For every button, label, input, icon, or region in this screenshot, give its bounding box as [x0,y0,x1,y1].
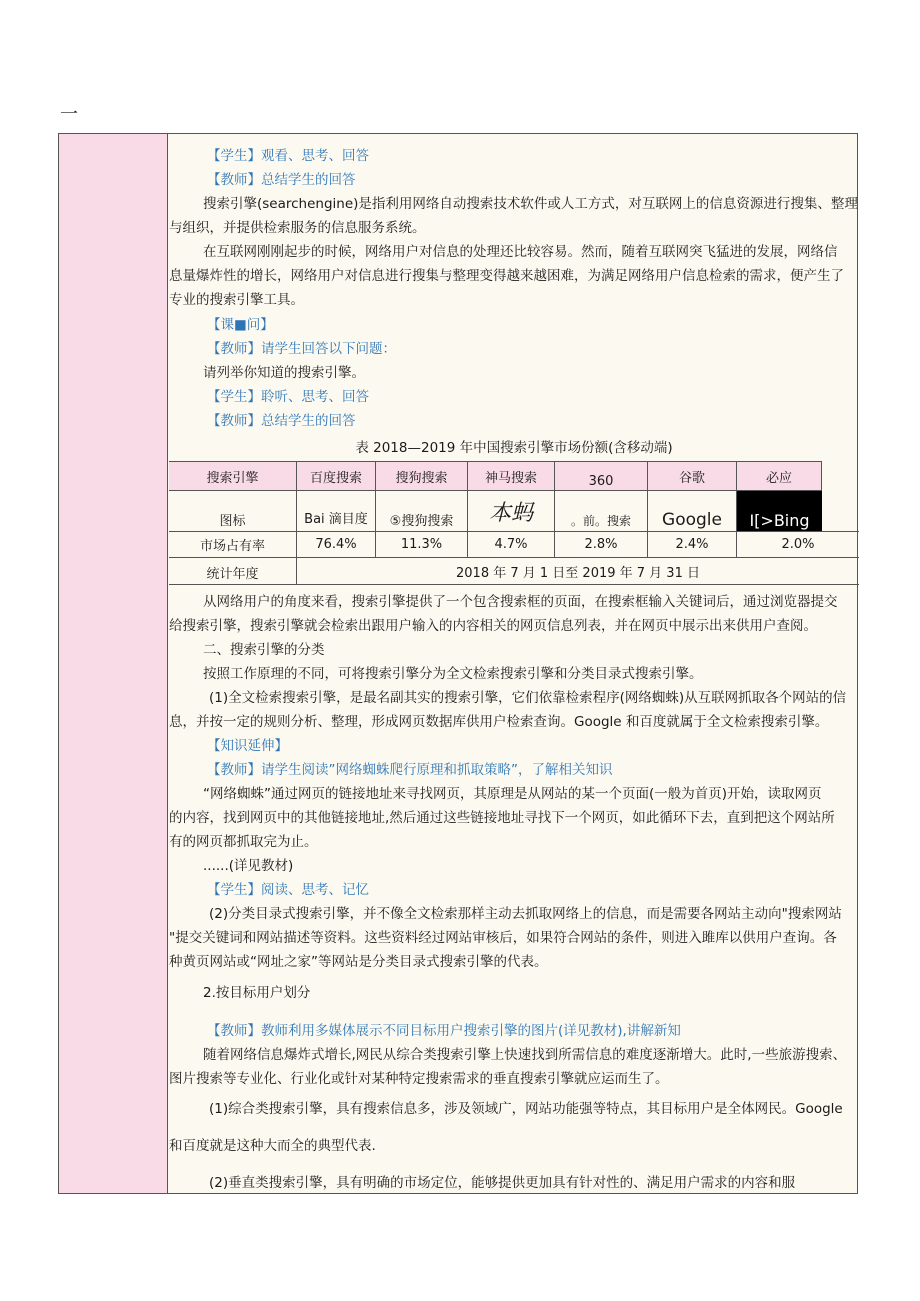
text-line: 息，并按一定的规则分析、整理，形成网页数据库供用户检索查询。Google 和百度就属于全文检索搜索引擎。 [169,714,829,730]
text-line: 【学生】阅读、思考、记忆 [207,882,369,898]
text-line: (2)垂直类搜索引擎，具有明确的市场定位，能够提供更加具有针对性的、满足用户需求的内容和服 [209,1175,796,1191]
table-row-label: 市场占有率 [169,531,296,557]
text-line: ......(详见教材) [203,858,294,874]
google-logo: Google [647,490,736,531]
sogou-logo: ⑤搜狗搜索 [375,490,467,531]
table-row-label: 统计年度 [169,557,296,585]
table-cell: 76.4% [296,531,375,557]
text-line: 专业的搜索引擎工具。 [169,292,304,308]
table-cell: 2.0% [736,531,859,557]
table-header-cell: 谷歌 [647,461,736,490]
left-label-column [59,134,168,1193]
table-caption: 表 2018—2019 年中国搜索引擎市场份额(含移动端) [355,440,673,456]
text-line: 与组织，并提供检索服务的信息服务系统。 [169,220,426,236]
table-cell: 2018 年 7 月 1 日至 2019 年 7 月 31 日 [296,557,859,585]
bing-logo: I[>Bing [736,490,822,531]
text-line: (1)综合类搜索引擎，具有搜索信息多，涉及领域广，网站功能强等特点，其目标用户是全体网民。Google [209,1101,843,1117]
table-header-cell: 搜狗搜索 [375,461,467,490]
market-share-table [169,461,859,585]
table-header-cell: 神马搜索 [467,461,554,490]
baidu-logo: Bai 滴目度 [296,490,375,531]
text-line: 在互联网刚刚起步的时候，网络用户对信息的处理还比较容易。然而，随着互联网突飞猛进的发展，网络信 [203,244,838,260]
text-line: 随着网络信息爆炸式增长,网民从综合类搜索引擎上快速找到所需信息的难度逐渐增大。此时,一些旅游搜索、 [203,1047,847,1063]
table-cell: 2.8% [554,531,647,557]
text-line: 【教师】请学生阅读”网络蜘蛛爬行原理和抓取策略”，了解相关知识 [207,762,613,778]
text-line: "提交关键词和网站描述等资料。这些资料经过网站审核后，如果符合网站的条件，则进入雎库以供用户查询。各 [169,930,837,946]
text-line: 请列举你知道的搜索引擎。 [203,365,365,381]
text-line: 二、搜索引擎的分类 [203,642,325,658]
text-line: (1)全文检索搜索引擎，是最名副其实的搜索引擎，它们依靠检索程序(网络蜘蛛)从互联网抓取各个网站的信 [209,690,847,706]
text-line: 【课■问】 [207,317,274,333]
text-line: 【教师】教师利用多媒体展示不同目标用户搜索引擎的图片(详见教材),讲解新知 [207,1023,681,1039]
table-cell: 4.7% [467,531,554,557]
text-line: “网络蜘蛛”通过网页的链接地址来寻找网页，其原理是从网站的某一个页面(一般为首页)开始，读取网页 [203,786,822,802]
text-line: 【知识延伸】 [207,738,288,754]
text-line: 息量爆炸性的增长，网络用户对信息进行搜集与整理变得越来越困难，为满足网络用户信息检索的需求，便产生了 [169,268,844,284]
page-dash: 一 [60,104,78,125]
table-header-cell: 必应 [736,461,822,490]
table-cell: 2.4% [647,531,736,557]
lesson-table-frame [58,133,858,1194]
table-header-cell: 百度搜索 [296,461,375,490]
table-cell: 11.3% [375,531,467,557]
text-line: 和百度就是这种大而全的典型代表. [169,1138,376,1154]
360-search-logo: 。前。搜索 [554,490,647,531]
text-line: 【学生】聆听、思考、回答 [207,389,369,405]
text-line: (2)分类目录式搜索引擎，并不像全文检索那样主动去抓取网络上的信息，而是需要各网站主动向"搜索网站 [209,906,842,922]
text-line: 给搜索引擎，搜索引擎就会检索出跟用户输入的内容相关的网页信息列表，并在网页中展示出来供用户查阅。 [169,618,817,634]
text-line: 【教师】总结学生的回答 [207,172,356,188]
text-line: 2.按目标用户划分 [203,985,311,1001]
text-line: 种黄页网站或“网址之家”等网站是分类目录式搜索引擎的代表。 [169,954,548,970]
text-line: 【学生】观看、思考、回答 [207,148,369,164]
text-line: 有的网页都抓取完为止。 [169,834,318,850]
table-row-label: 图标 [169,490,296,531]
text-line: 搜索引擎(searchengine)是指利用网络自动搜索技术软件或人工方式，对互联网上的信息资源进行搜集、整理 [203,196,858,212]
table-header-cell: 搜索引擎 [169,461,296,490]
table-header-cell: 360 [554,461,647,490]
shenma-logo: 本蚂 [467,490,554,531]
text-line: 【教师】总结学生的回答 [207,413,356,429]
text-line: 的内容，找到网页中的其他链接地址,然后通过这些链接地址寻找下一个网页，如此循环下去，直到把这个网站所 [169,810,835,826]
text-line: 从网络用户的角度来看，搜索引擎提供了一个包含搜索框的页面，在搜索框输入关键词后，通过浏览器提交 [203,594,838,610]
text-line: 图片搜索等专业化、行业化或针对某种特定搜索需求的垂直搜索引擎就应运而生了。 [169,1071,669,1087]
text-line: 按照工作原理的不同，可将搜索引擎分为全文检索搜索引擎和分类目录式搜索引擎。 [203,666,703,682]
text-line: 【教师】请学生回答以下问题： [207,341,396,357]
